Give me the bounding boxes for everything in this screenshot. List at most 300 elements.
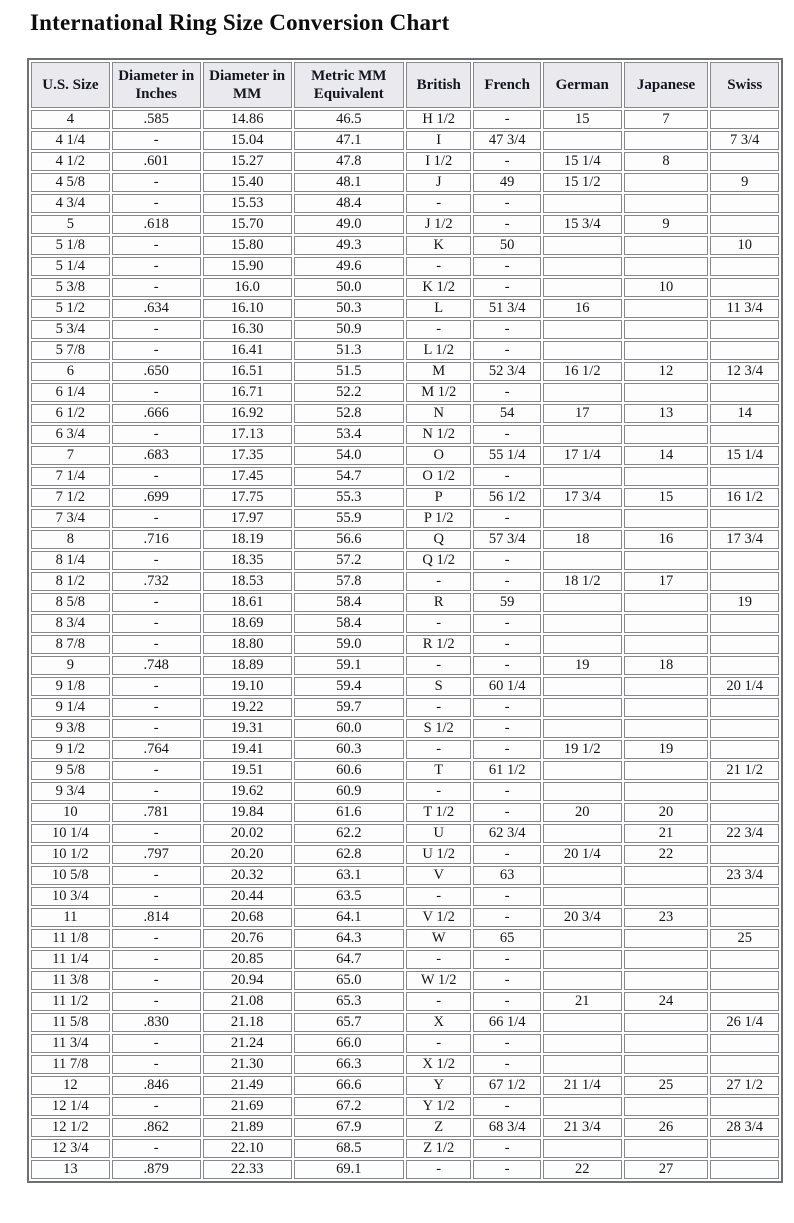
cell: - — [406, 992, 471, 1011]
cell: S — [406, 677, 471, 696]
cell: 47.1 — [294, 131, 404, 150]
table-row — [31, 530, 779, 549]
column-header-diameter-mm: Diameter in MM — [203, 62, 292, 108]
cell — [710, 614, 779, 633]
cell: 14 — [624, 446, 709, 465]
cell: 5 3/4 — [31, 320, 110, 339]
table-row — [31, 404, 779, 423]
cell: 12 3/4 — [31, 1139, 110, 1158]
cell: 21 1/2 — [710, 761, 779, 780]
cell: 10 — [710, 236, 779, 255]
cell: - — [406, 950, 471, 969]
cell: N 1/2 — [406, 425, 471, 444]
cell: - — [473, 698, 540, 717]
cell: 20.68 — [203, 908, 292, 927]
cell — [624, 929, 709, 948]
cell — [710, 698, 779, 717]
cell: 68.5 — [294, 1139, 404, 1158]
cell — [624, 698, 709, 717]
cell: 11 3/8 — [31, 971, 110, 990]
cell — [624, 635, 709, 654]
cell: 55.3 — [294, 488, 404, 507]
cell — [624, 1097, 709, 1116]
cell: 56.6 — [294, 530, 404, 549]
cell: 60.6 — [294, 761, 404, 780]
table-row — [31, 887, 779, 906]
cell: - — [112, 782, 201, 801]
cell — [624, 509, 709, 528]
cell: - — [473, 950, 540, 969]
cell — [710, 341, 779, 360]
cell: 19 1/2 — [543, 740, 622, 759]
cell: 21.49 — [203, 1076, 292, 1095]
table-row — [31, 698, 779, 717]
cell — [624, 1034, 709, 1053]
cell: 7 3/4 — [31, 509, 110, 528]
cell — [624, 320, 709, 339]
cell: 5 — [31, 215, 110, 234]
table-row — [31, 257, 779, 276]
cell: 27 — [624, 1160, 709, 1179]
cell: 55.9 — [294, 509, 404, 528]
cell: - — [112, 950, 201, 969]
cell — [624, 593, 709, 612]
cell: 18 1/2 — [543, 572, 622, 591]
cell: - — [406, 194, 471, 213]
cell: - — [112, 635, 201, 654]
cell: - — [473, 908, 540, 927]
table-row — [31, 299, 779, 318]
cell: 15 3/4 — [543, 215, 622, 234]
cell: 8 3/4 — [31, 614, 110, 633]
cell: Z — [406, 1118, 471, 1137]
cell: 12 — [31, 1076, 110, 1095]
cell: 16 — [624, 530, 709, 549]
cell: J 1/2 — [406, 215, 471, 234]
cell: X — [406, 1013, 471, 1032]
cell: L 1/2 — [406, 341, 471, 360]
cell: 23 — [624, 908, 709, 927]
cell: .699 — [112, 488, 201, 507]
cell: 24 — [624, 992, 709, 1011]
cell: 20.85 — [203, 950, 292, 969]
cell — [543, 467, 622, 486]
page-title: International Ring Size Conversion Chart — [30, 10, 450, 35]
cell: 22.33 — [203, 1160, 292, 1179]
cell: 16 1/2 — [710, 488, 779, 507]
header-row — [31, 62, 779, 108]
cell: - — [473, 1034, 540, 1053]
cell — [543, 1055, 622, 1074]
cell: 21.08 — [203, 992, 292, 1011]
table-row — [31, 425, 779, 444]
cell — [624, 887, 709, 906]
cell — [624, 236, 709, 255]
cell: 12 1/4 — [31, 1097, 110, 1116]
cell: 4 — [31, 110, 110, 129]
cell: - — [112, 425, 201, 444]
cell: 27 1/2 — [710, 1076, 779, 1095]
cell: 47 3/4 — [473, 131, 540, 150]
cell: - — [473, 845, 540, 864]
cell: 19 — [624, 740, 709, 759]
cell: - — [473, 782, 540, 801]
cell: 28 3/4 — [710, 1118, 779, 1137]
cell: - — [112, 194, 201, 213]
cell: 57 3/4 — [473, 530, 540, 549]
table-row — [31, 593, 779, 612]
table-row — [31, 1013, 779, 1032]
cell: 20 — [543, 803, 622, 822]
cell: - — [112, 971, 201, 990]
cell: - — [112, 614, 201, 633]
cell: Q — [406, 530, 471, 549]
cell — [543, 614, 622, 633]
cell: 8 — [31, 530, 110, 549]
cell — [710, 215, 779, 234]
cell: N — [406, 404, 471, 423]
column-header-german: German — [543, 62, 622, 108]
cell: 65.7 — [294, 1013, 404, 1032]
cell — [543, 1013, 622, 1032]
table-row — [31, 131, 779, 150]
cell: .748 — [112, 656, 201, 675]
cell — [543, 131, 622, 150]
cell: J — [406, 173, 471, 192]
table-row — [31, 1139, 779, 1158]
cell: 49.0 — [294, 215, 404, 234]
cell: 60 1/4 — [473, 677, 540, 696]
column-header-metric-mm-equivalent: Metric MM Equivalent — [294, 62, 404, 108]
cell: 12 — [624, 362, 709, 381]
cell: 66.3 — [294, 1055, 404, 1074]
cell: 63.5 — [294, 887, 404, 906]
cell: U — [406, 824, 471, 843]
cell — [624, 551, 709, 570]
table-row — [31, 803, 779, 822]
cell: 15.53 — [203, 194, 292, 213]
table-row — [31, 950, 779, 969]
cell: 18 — [543, 530, 622, 549]
cell: .732 — [112, 572, 201, 591]
cell — [543, 341, 622, 360]
cell: - — [112, 866, 201, 885]
cell — [543, 677, 622, 696]
cell: .666 — [112, 404, 201, 423]
cell: 16.30 — [203, 320, 292, 339]
cell — [543, 425, 622, 444]
cell: 17 3/4 — [543, 488, 622, 507]
cell — [710, 803, 779, 822]
cell — [710, 971, 779, 990]
cell: 4 3/4 — [31, 194, 110, 213]
cell: 69.1 — [294, 1160, 404, 1179]
cell: 60.0 — [294, 719, 404, 738]
cell: - — [473, 740, 540, 759]
cell — [624, 1013, 709, 1032]
cell: - — [112, 1034, 201, 1053]
cell: 60.9 — [294, 782, 404, 801]
cell: 17 3/4 — [710, 530, 779, 549]
cell: 18.19 — [203, 530, 292, 549]
cell: - — [406, 1034, 471, 1053]
cell: - — [473, 152, 540, 171]
table-row — [31, 761, 779, 780]
cell: 50.3 — [294, 299, 404, 318]
cell: 7 — [31, 446, 110, 465]
cell: 6 1/2 — [31, 404, 110, 423]
cell: X 1/2 — [406, 1055, 471, 1074]
table-row — [31, 908, 779, 927]
cell: 11 1/4 — [31, 950, 110, 969]
cell — [543, 929, 622, 948]
cell — [710, 656, 779, 675]
cell — [710, 1139, 779, 1158]
cell: 21 — [543, 992, 622, 1011]
cell: K 1/2 — [406, 278, 471, 297]
cell — [710, 992, 779, 1011]
cell: 5 7/8 — [31, 341, 110, 360]
cell: .814 — [112, 908, 201, 927]
cell: 65 — [473, 929, 540, 948]
cell: - — [406, 887, 471, 906]
cell: 10 1/4 — [31, 824, 110, 843]
cell: 61 1/2 — [473, 761, 540, 780]
cell — [543, 320, 622, 339]
cell — [710, 551, 779, 570]
cell: 67 1/2 — [473, 1076, 540, 1095]
cell: 11 1/8 — [31, 929, 110, 948]
cell: - — [473, 1055, 540, 1074]
cell: 9 — [31, 656, 110, 675]
table-row — [31, 656, 779, 675]
cell: 7 1/2 — [31, 488, 110, 507]
cell: 54.7 — [294, 467, 404, 486]
cell: 57.8 — [294, 572, 404, 591]
cell: - — [112, 551, 201, 570]
cell — [543, 1097, 622, 1116]
cell: 66 1/4 — [473, 1013, 540, 1032]
cell: 61.6 — [294, 803, 404, 822]
table-row — [31, 635, 779, 654]
cell: - — [473, 1139, 540, 1158]
cell — [543, 509, 622, 528]
cell: - — [406, 320, 471, 339]
cell: 16.41 — [203, 341, 292, 360]
cell: 14.86 — [203, 110, 292, 129]
table-row — [31, 110, 779, 129]
cell: - — [473, 992, 540, 1011]
cell: P 1/2 — [406, 509, 471, 528]
cell: 49.6 — [294, 257, 404, 276]
cell: 67.9 — [294, 1118, 404, 1137]
column-header-us-size: U.S. Size — [31, 62, 110, 108]
cell: - — [112, 824, 201, 843]
cell: 14 — [710, 404, 779, 423]
cell: 64.1 — [294, 908, 404, 927]
cell: 6 1/4 — [31, 383, 110, 402]
cell: 9 1/4 — [31, 698, 110, 717]
table-row — [31, 992, 779, 1011]
cell — [543, 593, 622, 612]
ring-size-conversion-table — [27, 58, 783, 1183]
cell: .585 — [112, 110, 201, 129]
cell — [624, 866, 709, 885]
cell — [543, 698, 622, 717]
cell — [624, 299, 709, 318]
cell — [710, 719, 779, 738]
cell: 20 1/4 — [543, 845, 622, 864]
cell: 21.30 — [203, 1055, 292, 1074]
cell: S 1/2 — [406, 719, 471, 738]
cell: .781 — [112, 803, 201, 822]
cell: - — [473, 1160, 540, 1179]
cell: .601 — [112, 152, 201, 171]
cell: - — [112, 992, 201, 1011]
cell: - — [112, 383, 201, 402]
cell: 15.80 — [203, 236, 292, 255]
cell: 10 — [624, 278, 709, 297]
table-row — [31, 173, 779, 192]
cell — [624, 719, 709, 738]
cell: - — [473, 719, 540, 738]
cell: 18.61 — [203, 593, 292, 612]
cell: W 1/2 — [406, 971, 471, 990]
cell: 54.0 — [294, 446, 404, 465]
cell: 26 1/4 — [710, 1013, 779, 1032]
cell: 19.41 — [203, 740, 292, 759]
cell: 59.1 — [294, 656, 404, 675]
table-row — [31, 866, 779, 885]
table-row — [31, 845, 779, 864]
cell: 4 1/2 — [31, 152, 110, 171]
cell: 4 5/8 — [31, 173, 110, 192]
cell: 54 — [473, 404, 540, 423]
cell: .683 — [112, 446, 201, 465]
cell: - — [473, 278, 540, 297]
cell: 5 3/8 — [31, 278, 110, 297]
cell — [624, 761, 709, 780]
cell: 59.0 — [294, 635, 404, 654]
cell: 16.71 — [203, 383, 292, 402]
cell: I 1/2 — [406, 152, 471, 171]
cell: - — [112, 1055, 201, 1074]
cell: 5 1/2 — [31, 299, 110, 318]
cell: 7 1/4 — [31, 467, 110, 486]
cell: 15.27 — [203, 152, 292, 171]
cell: - — [112, 698, 201, 717]
cell: 17 — [624, 572, 709, 591]
cell: 19 — [543, 656, 622, 675]
cell: 48.1 — [294, 173, 404, 192]
cell: H 1/2 — [406, 110, 471, 129]
cell: 57.2 — [294, 551, 404, 570]
cell: 58.4 — [294, 614, 404, 633]
cell: 63.1 — [294, 866, 404, 885]
cell: 19.22 — [203, 698, 292, 717]
cell: 47.8 — [294, 152, 404, 171]
cell: - — [112, 887, 201, 906]
cell: 13 — [624, 404, 709, 423]
cell: 16 — [543, 299, 622, 318]
table-row — [31, 1076, 779, 1095]
cell — [543, 257, 622, 276]
cell: - — [473, 467, 540, 486]
cell — [710, 278, 779, 297]
column-header-diameter-inches: Diameter in Inches — [112, 62, 201, 108]
cell — [543, 236, 622, 255]
cell: - — [473, 194, 540, 213]
cell: 18.35 — [203, 551, 292, 570]
cell: 22 — [624, 845, 709, 864]
cell: 10 5/8 — [31, 866, 110, 885]
cell — [710, 887, 779, 906]
cell — [624, 257, 709, 276]
cell — [710, 383, 779, 402]
table-row — [31, 1160, 779, 1179]
cell: 9 3/8 — [31, 719, 110, 738]
cell: 49 — [473, 173, 540, 192]
cell: 59 — [473, 593, 540, 612]
cell: - — [112, 509, 201, 528]
cell — [710, 467, 779, 486]
cell: V 1/2 — [406, 908, 471, 927]
cell: 4 1/4 — [31, 131, 110, 150]
cell — [624, 383, 709, 402]
cell: 15.90 — [203, 257, 292, 276]
cell: 21.69 — [203, 1097, 292, 1116]
cell — [710, 908, 779, 927]
cell — [543, 278, 622, 297]
cell — [543, 383, 622, 402]
cell: 17.13 — [203, 425, 292, 444]
cell: 16.51 — [203, 362, 292, 381]
cell: 52.2 — [294, 383, 404, 402]
cell: .634 — [112, 299, 201, 318]
cell: - — [473, 656, 540, 675]
cell — [710, 635, 779, 654]
cell — [624, 467, 709, 486]
cell: 5 1/8 — [31, 236, 110, 255]
cell: 19 — [710, 593, 779, 612]
cell: 17.35 — [203, 446, 292, 465]
table-row — [31, 383, 779, 402]
cell — [710, 509, 779, 528]
table-row — [31, 677, 779, 696]
table-row — [31, 1034, 779, 1053]
column-header-japanese: Japanese — [624, 62, 709, 108]
cell: - — [473, 257, 540, 276]
cell: - — [473, 635, 540, 654]
cell: 15 1/4 — [710, 446, 779, 465]
cell: K — [406, 236, 471, 255]
cell: - — [112, 320, 201, 339]
cell: - — [112, 719, 201, 738]
table-row — [31, 551, 779, 570]
cell: 19.31 — [203, 719, 292, 738]
cell: 13 — [31, 1160, 110, 1179]
cell — [624, 614, 709, 633]
cell: R 1/2 — [406, 635, 471, 654]
cell: 12 1/2 — [31, 1118, 110, 1137]
cell: 59.7 — [294, 698, 404, 717]
table-row — [31, 194, 779, 213]
cell: .618 — [112, 215, 201, 234]
cell — [710, 194, 779, 213]
cell — [710, 845, 779, 864]
cell: 20.20 — [203, 845, 292, 864]
cell: M — [406, 362, 471, 381]
